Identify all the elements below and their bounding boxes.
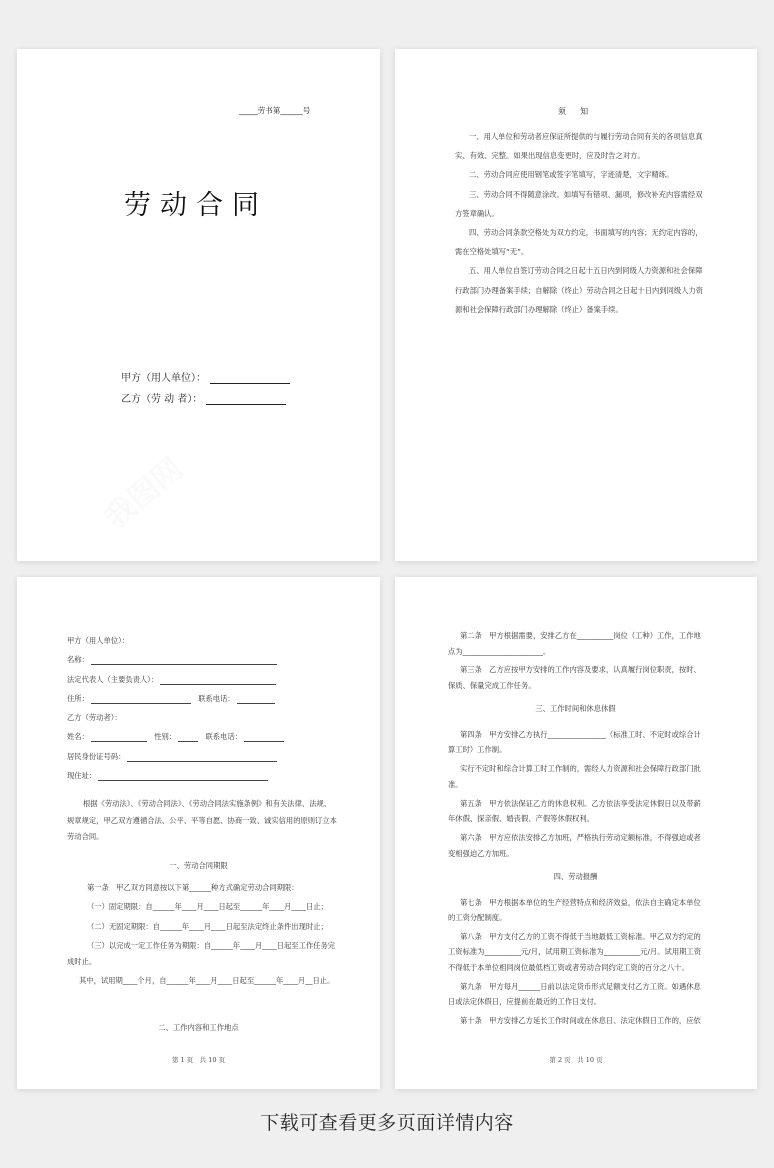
id-label: 居民身份证号码：: [67, 751, 126, 761]
rep-label: 法定代表人（主要负责人）：: [67, 674, 159, 684]
contract-body: [448, 628, 703, 1032]
article-4-note: 实行不定时和综合计算工时工作制的，需经人力资源和社会保障行政部门批准。: [448, 764, 701, 789]
article-2: 第二条 甲方根据需要，安排乙方在__________岗位（工种）工作，工作地点为______________________。: [448, 631, 701, 656]
term-option-2: （二）无固定期限：自______年____月____日起至法定终止条件出现时止；: [87, 921, 328, 931]
party-b-blank: [206, 394, 286, 405]
article-8: 第八条 甲方支付乙方的工资不得低于当地最低工资标准。甲乙双方约定的工资标准为__________元/月，试用期工资标准为__________元/月。试用期工资不得低于本单位相同岗位最低档工资或者劳动合同约定工资的百分之八十。: [448, 931, 702, 972]
term-option-3: （三）以完成一定工作任务为期限：自______年____月____日起至工作任务完成时止。: [67, 940, 336, 967]
section-heading: 一、劳动合同期限: [169, 861, 228, 870]
document-title: 劳动合同: [124, 190, 268, 221]
watermark: [93, 445, 190, 537]
section-heading: 四、劳动报酬: [553, 872, 598, 882]
form-row-id: [67, 747, 337, 766]
notice-title: 须 知: [557, 107, 595, 116]
notice-item: 四、劳动合同条款空格处为双方约定，书面填写的内容；无约定内容的，需在空格处填写“无”。: [455, 228, 703, 257]
notice-item: 二、劳动合同应使用钢笔或签字笔填写，字迹清楚，文字精练。: [469, 170, 674, 180]
party-a-line: [121, 369, 290, 384]
addr-blank: [91, 694, 191, 704]
contract-number: _____劳书第______号: [239, 106, 311, 115]
page-footer: 第 2 页 共 10 页: [549, 1056, 603, 1064]
b-phone-label: 联系电话：: [205, 732, 242, 742]
section-heading: 三、工作时间和休息休假: [535, 704, 616, 714]
gender-blank: [178, 732, 198, 742]
form-row-name: [67, 650, 337, 669]
article-7: 第七条 甲方根据本单位的生产经营特点和经济效益，依法自主确定本单位的工资分配制度。: [448, 897, 701, 923]
id-blank: [127, 752, 277, 762]
current-addr-label: 现住址：: [67, 771, 97, 781]
notice-item: 五、用人单位自签订劳动合同之日起十五日内到同级人力资源和社会保障行政部门办理备案手续；自解除（终止）劳动合同之日起十日内到同级人力资源和社会保障行政部门办理解除（终止）备案手续。: [455, 266, 704, 314]
phone-label: 联系电话：: [198, 693, 235, 703]
article-9: 第九条 甲方每月______日前以法定货币形式足额支付乙方工资。如遇休息日或法定休假日，应提前在最近的工作日支付。: [448, 981, 701, 1007]
article-6: 第六条 甲方应依法安排乙方加班，严格执行劳动定额标准，不得强迫或者变相强迫乙方加班。: [448, 833, 701, 858]
notice-body: [455, 127, 705, 319]
b-name-blank: [91, 732, 147, 742]
section-heading: 二、工作内容和工作地点: [158, 1023, 239, 1032]
party-a-label: 甲方（用人单位）：: [121, 373, 206, 384]
party-b-heading: 乙方（劳动者）：: [67, 713, 122, 723]
name-label: 名称：: [67, 655, 89, 665]
rep-blank: [160, 675, 276, 685]
party-b-line: [121, 390, 286, 405]
term-clauses: [67, 880, 339, 993]
current-addr-blank: [98, 771, 268, 781]
download-caption: 下载可查看更多页面详情内容: [260, 1112, 514, 1134]
article-1: 第一条 甲乙双方同意按以下第______种方式确定劳动合同期限：: [87, 883, 299, 892]
probation-clause: 其中，试用期____个月，自______年____月____日起至______年____月__日止。: [79, 976, 335, 986]
article-4: 第四条 甲方安排乙方执行________________（标准工时、不定时或综合计算工时）工作制。: [448, 729, 701, 755]
article-10: 第十条 甲方安排乙方延长工作时间或在休息日、法定休假日工作的，应依: [460, 1016, 701, 1026]
b-phone-blank: [244, 732, 284, 742]
contract-intro: 根据《劳动法》、《劳动合同法》、《劳动合同法实施条例》和有关法律、法规、规章规定，甲乙双方遵循合法、公平、平等自愿、协商一致、诚实信用的原则订立本劳动合同。: [67, 799, 337, 842]
page-footer: 第 1 页 共 10 页: [171, 1056, 226, 1064]
page-cover: [17, 49, 380, 561]
form-row-current-addr: [67, 766, 337, 785]
term-option-1: （一）固定期限：自______年____月____日起至______年____月____日止；: [87, 902, 328, 912]
addr-label: 住所：: [67, 693, 89, 703]
party-a-heading: 甲方（用人单位）：: [67, 636, 130, 645]
form-row-bname: [67, 727, 337, 746]
b-name-label: 姓名：: [67, 732, 89, 742]
gender-label: 性别：: [154, 732, 177, 742]
form-row-rep: [67, 670, 337, 689]
form-row-addr: [67, 689, 337, 708]
notice-item: 三、劳动合同不得随意涂改。如填写有错项、漏项，修改补充内容需经双方签章确认。: [455, 189, 703, 218]
notice-item: 一、用人单位和劳动者应保证所提供的与履行劳动合同有关的各项信息真实、有效、完整。如果出现信息变更时，应及时告之对方。: [455, 132, 703, 161]
party-info-form: [67, 631, 337, 785]
phone-blank: [237, 694, 275, 704]
article-3: 第三条 乙方应按甲方安排的工作内容及要求，认真履行岗位职责，按时、保质、保量完成工作任务。: [448, 665, 701, 690]
page-contract-1: [17, 577, 380, 1089]
page-notice: [395, 49, 757, 561]
name-blank: [91, 655, 277, 665]
party-a-blank: [210, 373, 290, 384]
page-contract-2: [395, 577, 757, 1089]
article-5: 第五条 甲方依法保证乙方的休息权利。乙方依法享受法定休假日以及带薪年休假、探亲假、婚丧假、产假等休假权利。: [448, 798, 701, 824]
party-b-label: 乙方（劳 动 者）：: [121, 394, 203, 405]
